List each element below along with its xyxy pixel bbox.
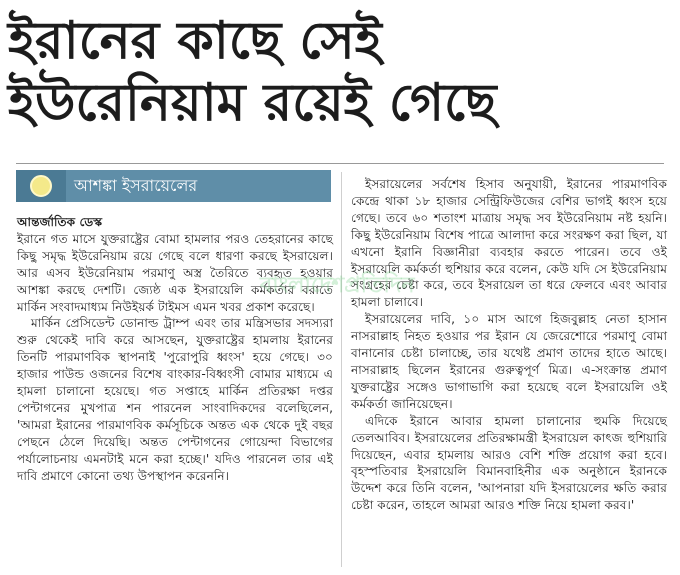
- headline: [8, 10, 672, 134]
- bullet-dot-icon: [30, 175, 52, 197]
- paragraph: এদিকে ইরানে আবার হামলা চালানোর হুমকি দিয়েছে তেলআবিব। ইসরায়েলের প্রতিরক্ষামন্ত্রী ইসরায়েল কাৎজ হুশিয়ারি দিয়েছেন, এবার হামলায় আরও বেশি শক্তি প্রয়োগ করা হবে। বৃহস্পতিবার ইসরায়েলি বিমানবাহিনীর এক অনুষ্ঠানে ইরানকে উদ্দেশ করে তিনি বলেন, 'আপনারা যদি ইসরায়েলের ক্ষতি করার চেষ্টা করেন, তাহলে আমরা আরও শক্তি নিয়ে হামলা করব।': [351, 413, 667, 513]
- left-column: [17, 214, 333, 485]
- paragraph: ইরানে গত মাসে যুক্তরাষ্ট্রের বোমা হামলার পরও তেহরানের কাছে কিছু সমৃদ্ধ ইউরেনিয়াম রয়ে গেছে বলে ধারণা করছে ইসরায়েল। আর এসব ইউরেনিয়াম পরমাণু অস্ত্র তৈরিতে ব্যবহৃত হওয়ার আশঙ্কা করছে দেশটি। জ্যেষ্ঠ এক ইসরায়েলি কর্মকর্তার বরাতে মার্কিন সংবাদমাধ্যম নিউইয়র্ক টাইমস এমন খবর প্রকাশ করেছে।: [17, 231, 333, 314]
- paragraph: মার্কিন প্রেসিডেন্ট ডোনাল্ড ট্রাম্প এবং তার মন্ত্রিসভার সদস্যরা শুরু থেকেই দাবি করে আসছেন, যুক্তরাষ্ট্রের হামলায় ইরানের তিনটি পারমাণবিক স্থাপনাই 'পুরোপুরি ধ্বংস' হয়ে গেছে। ৩০ হাজার পাউন্ড ওজনের বিশেষ বাংকার-বিধ্বংসী বোমার মাধ্যমে এ হামলা চালানো হয়েছে। গত সপ্তাহে মার্কিন প্রতিরক্ষা দপ্তর পেন্টাগনের মুখপাত্র শন পারনেল সাংবাদিকদের বলেছিলেন, 'আমরা ইরানের পারমাণবিক কর্মসূচিকে অন্তত এক থেকে দুই বছর পেছনে ঠেলে দিয়েছি। অন্তত পেন্টাগনের গোয়েন্দা বিভাগের পর্যালোচনায় এমনটাই মনে করা হচ্ছে।' যদিও পারনেল তার এই দাবি প্রমাণে কোনো তথ্য উপস্থাপন করেননি।: [17, 316, 333, 483]
- paragraph: ইসরায়েলের সর্বশেষ হিসাব অনুযায়ী, ইরানের পারমাণবিক কেন্দ্রে থাকা ১৮ হাজার সেন্ট্রিফিউজের বেশির ভাগই ধ্বংস হয়ে গেছে। তবে ৬০ শতাংশ মাত্রায় সমৃদ্ধ সব ইউরেনিয়াম নষ্ট হয়নি। কিছু ইউরেনিয়াম বিশেষ পাত্রে আলাদা করে সংরক্ষণ করা ছিল, যা এখনো ইরানি বিজ্ঞানীরা ব্যবহার করতে পারেন। তবে ওই ইসরায়েলি কর্মকর্তা হুশিয়ার করে বলেন, কেউ যদি সে ইউরেনিয়াম সংগ্রহের চেষ্টা করে, তবে ইসরায়েল তা ধরে ফেলবে এবং আবার হামলা চালাবে।: [351, 177, 667, 310]
- headline-line-1: ইরানের কাছে সেই: [8, 11, 382, 71]
- headline-line-2: ইউরেনিয়াম রয়েই গেছে: [8, 73, 497, 133]
- kicker-bullet: [16, 170, 66, 202]
- column-divider: [341, 172, 342, 567]
- kicker-banner: [16, 170, 331, 202]
- kicker-text: আশঙ্কা ইসরায়েলের: [74, 175, 198, 195]
- watermark: বাংলাদেশপ্রতিদিন: [260, 273, 415, 298]
- paragraph: ইসরায়েলের দাবি, ১০ মাস আগে হিজবুল্লাহ নেতা হাসান নাসরাল্লাহ নিহত হওয়ার পর ইরান যে জেরেশোরে পরমাণু বোমা বানানোর চেষ্টা চালাচ্ছে, তার যথেষ্ট প্রমাণ তাদের হাতে আছে। নাসরাল্লাহ ছিলেন ইরানের গুরুত্বপূর্ণ মিত্র। এ-সংক্রান্ত প্রমাণ যুক্তরাষ্ট্রের সঙ্গেও ভাগাভাগি করা হয়েছে বলে ইসরায়েলি ওই কর্মকর্তা জানিয়েছেন।: [351, 312, 667, 411]
- headline-rule: [16, 163, 664, 164]
- dateline: আন্তর্জাতিক ডেস্ক: [17, 215, 103, 229]
- right-column: [351, 176, 667, 514]
